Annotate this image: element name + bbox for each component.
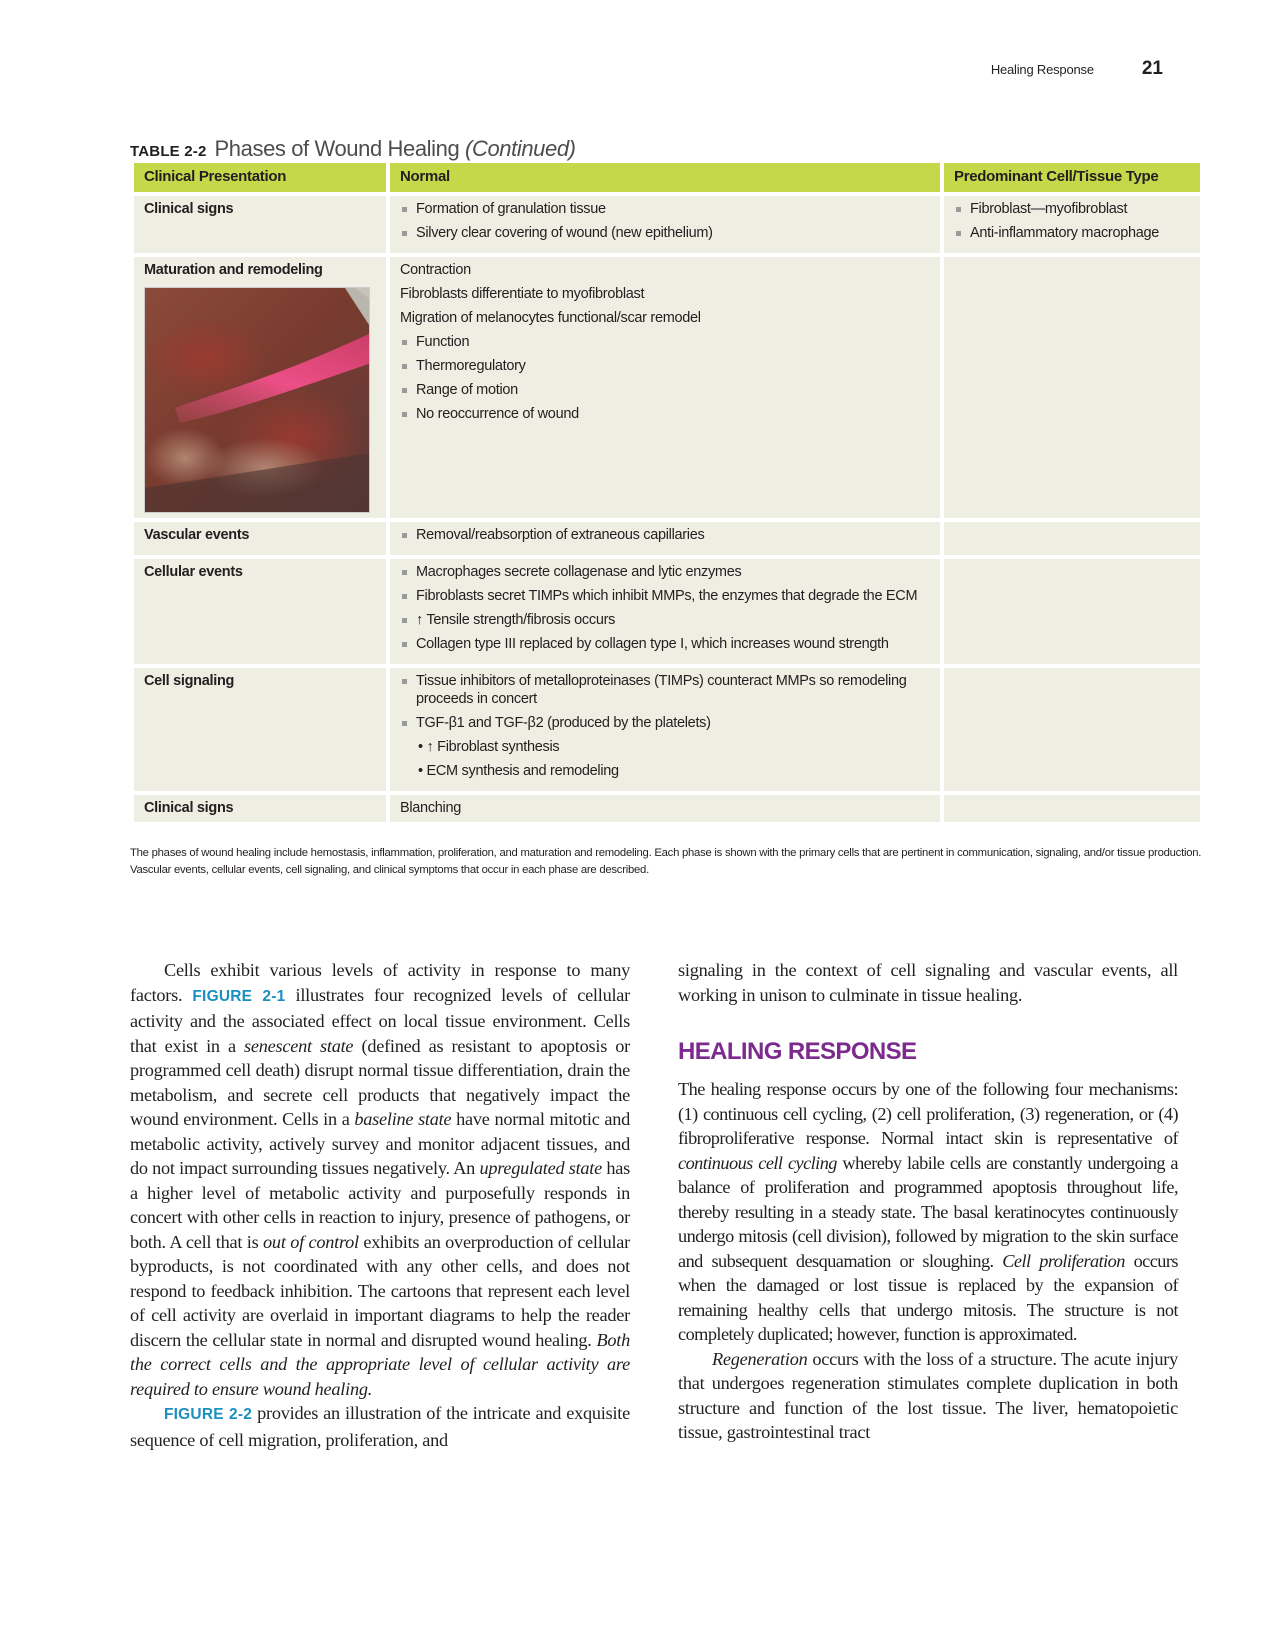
sub-list-item: • ECM synthesis and remodeling — [418, 763, 619, 779]
body-paragraph: Regeneration occurs with the loss of a structure. The acute injury that undergoes regeneration stimulates complete duplication in both structure and function of the lost tissue. The liver, hematopoietic tissue, gastrointestinal tract — [678, 1348, 1178, 1442]
normal-cell — [390, 192, 940, 253]
section-heading: HEALING RESPONSE — [678, 1038, 917, 1065]
list-item: Fibroblast—myofibroblast — [954, 200, 1190, 218]
table-footnote: The phases of wound healing include hemostasis, inflammation, proliferation, and maturation and remodeling. Each phase is shown with the primary cells that are pertinent in communication, signaling, and/or tissue production. Vascular events, cellular events, cell signaling, and clinical symptoms that occur in each phase are described. — [130, 847, 1202, 876]
list-item: Anti-inflammatory macrophage — [954, 224, 1190, 242]
cell-type-cell — [944, 518, 1200, 555]
wound-scar-photo — [144, 287, 370, 513]
row-label: Cellular events — [134, 555, 386, 664]
table-header-row — [134, 163, 1200, 192]
list-item: No reoccurrence of wound — [400, 405, 930, 423]
list-item: Contraction — [400, 262, 471, 278]
table-row — [134, 791, 1200, 822]
normal-cell — [390, 664, 940, 791]
header-cell-tissue-type: Predominant Cell/Tissue Type — [944, 163, 1200, 192]
normal-cell — [390, 555, 940, 664]
list-item: Range of motion — [400, 381, 930, 399]
sub-list-item: • ↑ Fibroblast synthesis — [418, 739, 560, 755]
list-item: Tissue inhibitors of metalloproteinases (TIMPs) counteract MMPs so remodeling proceeds in concert — [400, 672, 930, 708]
table-row — [134, 253, 1200, 518]
list-item: Function — [400, 333, 930, 351]
list-item: Removal/reabsorption of extraneous capillaries — [400, 526, 930, 544]
list-item: Fibroblasts differentiate to myofibroblast — [400, 286, 645, 302]
body-paragraph: The healing response occurs by one of the following four mechanisms: (1) continuous cell cycling, (2) cell proliferation, (3) regeneration, or (4) fibroproliferative response. Normal intact skin is representative of continuous cell cycling whereby labile cells are constantly undergoing a balance of proliferation and programmed apoptosis throughout life, thereby resulting in a steady state. The basal keratinocytes continuously undergo mitosis (cell division), followed by migration to the skin surface and subsequent desquamation or sloughing. Cell proliferation occurs when the damaged or lost tissue is replaced by the expansion of remaining healthy cells that undergo mitosis. The structure is not completely duplicated; however, function is approximated. — [678, 1079, 1178, 1344]
list-item: TGF-β1 and TGF-β2 (produced by the platelets) — [400, 714, 930, 732]
list-item: Fibroblasts secret TIMPs which inhibit MMPs, the enzymes that degrade the ECM — [400, 587, 930, 605]
list-item: Collagen type III replaced by collagen type I, which increases wound strength — [400, 635, 930, 653]
normal-cell: Blanching — [390, 791, 940, 822]
cell-type-cell — [944, 555, 1200, 664]
cell-type-cell — [944, 664, 1200, 791]
table-row — [134, 192, 1200, 253]
figure-2-1-link[interactable]: FIGURE 2-1 — [192, 987, 286, 1005]
table-row — [134, 555, 1200, 664]
normal-cell — [390, 518, 940, 555]
body-column-left — [130, 958, 630, 1452]
row-label: Clinical signs — [134, 192, 386, 253]
table-caption — [130, 136, 576, 162]
cell-type-cell — [944, 791, 1200, 822]
running-head-section: Healing Response — [990, 62, 1094, 77]
table-row — [134, 518, 1200, 555]
row-label: Clinical signs — [134, 791, 386, 822]
wound-healing-table — [130, 163, 1204, 822]
list-item: Silvery clear covering of wound (new epithelium) — [400, 224, 930, 242]
list-item: Macrophages secrete collagenase and lytic enzymes — [400, 563, 930, 581]
row-label: Vascular events — [134, 518, 386, 555]
header-normal: Normal — [390, 163, 940, 192]
body-column-right — [678, 958, 1178, 1445]
table-title-suffix: (Continued) — [465, 136, 576, 161]
table-row — [134, 664, 1200, 791]
cell-type-cell — [944, 192, 1200, 253]
figure-2-2-link[interactable]: FIGURE 2-2 — [164, 1406, 253, 1423]
table-title: Phases of Wound Healing (Continued) — [214, 136, 576, 161]
normal-cell — [390, 253, 940, 518]
list-item: ↑ Tensile strength/fibrosis occurs — [400, 611, 930, 629]
body-paragraph: signaling in the context of cell signaling and vascular events, all working in unison to culminate in tissue healing. — [678, 960, 1178, 1005]
row-label-cell — [134, 253, 386, 518]
body-paragraph: Cells exhibit various levels of activity in response to many factors. FIGURE 2-1 illustrates four recognized levels of cellular activity and the associated effect on local tissue environment. Cells that exist in a senescent state (defined as resistant to apoptosis or programmed cell death) disrupt normal tissue differentiation, drain the metabolism, and secrete cell products that negatively impact the wound environment. Cells in a baseline state have normal mitotic and metabolic activity, actively survey and monitor adjacent tissues, and do not impact surrounding tissues negatively. An upregulated state has a higher level of metabolic activity and purposefully responds in concert with other cells in reaction to injury, presence of pathogens, or both. A cell that is out of control exhibits an overproduction of cellular byproducts, is not coordinated with any other cells, and does not respond to feedback inhibition. The cartoons that represent each level of cell activity are overlaid in important diagrams to help the reader discern the cellular state in normal and disrupted wound healing. Both the correct cells and the appropriate level of cellular activity are required to ensure wound healing. — [130, 960, 631, 1399]
body-paragraph: FIGURE 2-2 provides an illustration of the intricate and exquisite sequence of cell migration, proliferation, and — [130, 1403, 630, 1450]
list-item: Migration of melanocytes functional/scar remodel — [400, 310, 701, 326]
list-item: Thermoregulatory — [400, 357, 930, 375]
header-clinical-presentation: Clinical Presentation — [134, 163, 386, 192]
row-label: Maturation and remodeling — [144, 262, 323, 278]
row-label: Cell signaling — [134, 664, 386, 791]
list-item: Formation of granulation tissue — [400, 200, 930, 218]
cell-type-cell — [944, 253, 1200, 518]
running-head — [991, 58, 1163, 80]
page-number: 21 — [1141, 58, 1163, 79]
table-label: TABLE 2-2 — [130, 143, 207, 160]
